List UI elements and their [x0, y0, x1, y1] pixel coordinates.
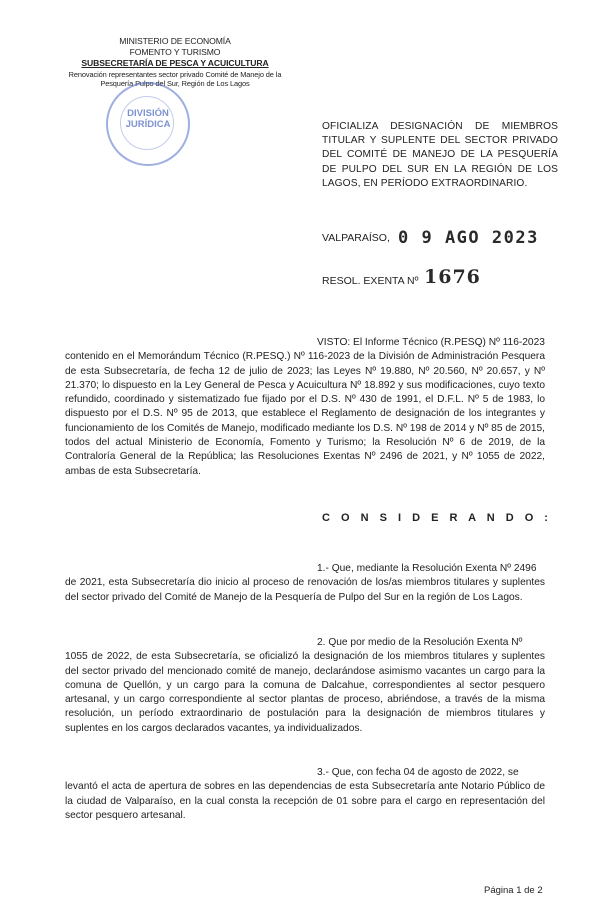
resolution-title: OFICIALIZA DESIGNACIÓN DE MIEMBROS TITULAR Y SUPLENTE DEL SECTOR PRIVADO DEL COMITÉ DE MANEJO DE LA PESQUERÍA DE PULPO DEL SUR EN LA REGIÓN DE LOS LAGOS, EN PERÍODO EXTRAORDINARIO. [322, 121, 558, 189]
item-2-first-line: 2. Que por medio de la Resolución Exenta Nº [317, 637, 523, 648]
page-number: Página 1 de 2 [484, 885, 543, 896]
considerando-item-3 [65, 766, 545, 823]
item-1-body: de 2021, esta Subsecretaría dio inicio al proceso de renovación de los/as miembros titulares y suplentes del sector privado del Comité de Manejo de la Pesquería de Pulpo del Sur en la región de Los Lagos. [65, 577, 545, 603]
item-3-body: levantó el acta de apertura de sobres en las dependencias de esta Subsecretaría ante Notario Público de la ciudad de Valparaíso, en la cual consta la recepción de 01 sobre para el cargo en representación del sector pesquero artesanal. [65, 781, 545, 821]
considerando-item-1 [65, 562, 545, 605]
stamp-line-2: JURÍDICA [125, 119, 171, 130]
reference-line-1: Renovación representantes sector privado Comité de Manejo de la [68, 69, 282, 79]
ministry-subtitle: FOMENTO Y TURISMO [129, 47, 221, 58]
considerando-item-2 [65, 636, 545, 736]
considerando-heading: C O N S I D E R A N D O : [322, 512, 552, 524]
resolution-number: 1676 [424, 266, 481, 288]
division-juridica-stamp [106, 82, 190, 166]
date-stamp: 0 9 AGO 2023 [398, 228, 539, 248]
visto-body: contenido en el Memorándum Técnico (R.PESQ.) Nº 116-2023 de la División de Administración Pesquera de esta Subsecretaría, de fecha 12 de julio de 2023; las Leyes Nº 19.880, Nº 20.560, Nº 20.657, y Nº 21.370; lo dispuesto en la Ley General de Pesca y Acuicultura Nº 18.892 y sus modificaciones, cuyo texto refundido, coordinado y sistematizado fue fijado por el D.S. Nº 430 de 1991, el D.F.L. Nº 5 de 1983, lo dispuesto por el D.S. Nº 95 de 2013, que establece el Reglamento de designación de los integrantes y funcionamiento de los Comités de Manejo, modificado mediante los D.S. Nº 198 de 2014 y Nº 85 de 2015, todos del actual Ministerio de Economía, Fomento y Turismo; la Resolución Nº 6 de 2019, de la Contraloría General de la República; las Resoluciones Exentas Nº 2496 de 2021, y Nº 1055 de 2022, ambas de esta Subsecretaría. [65, 351, 545, 477]
item-2-body: 1055 de 2022, de esta Subsecretaría, se oficializó la designación de los miembros titulares y suplentes del sector privado del mencionado comité de manejo, declarándose asimismo vacantes un cargo para la comuna de Quellón, y un cargo para la comuna de Dalcahue, correspondientes al sector pesquero artesanal, y un cargo correspondiente al sector plantas de proceso, abriéndose, a través de la misma resolución, un período extraordinario de postulación para la designación de miembros titulares y suplentes en los cargos declarados vacantes, ya individualizados. [65, 651, 545, 734]
visto-paragraph [65, 336, 545, 479]
item-1-first-line: 1.- Que, mediante la Resolución Exenta Nº 2496 [317, 563, 537, 574]
visto-first-line: VISTO: El Informe Técnico (R.PESQ) Nº 116-2023 [317, 337, 545, 348]
stamp-text [108, 108, 188, 130]
item-3-first-line: 3.- Que, con fecha 04 de agosto de 2022, se [317, 767, 519, 778]
letterhead [60, 36, 290, 89]
subsecretaria-name: SUBSECRETARÍA DE PESCA Y ACUICULTURA [81, 58, 269, 69]
reference-line-2: Pesquería Pulpo del Sur, Región de Los Lagos [100, 79, 250, 89]
place-label: VALPARAÍSO, [322, 232, 390, 244]
ministry-name: MINISTERIO DE ECONOMÍA [119, 36, 231, 46]
resolution-label: RESOL. EXENTA Nº [322, 275, 419, 287]
stamp-line-1: DIVISIÓN [127, 108, 169, 119]
